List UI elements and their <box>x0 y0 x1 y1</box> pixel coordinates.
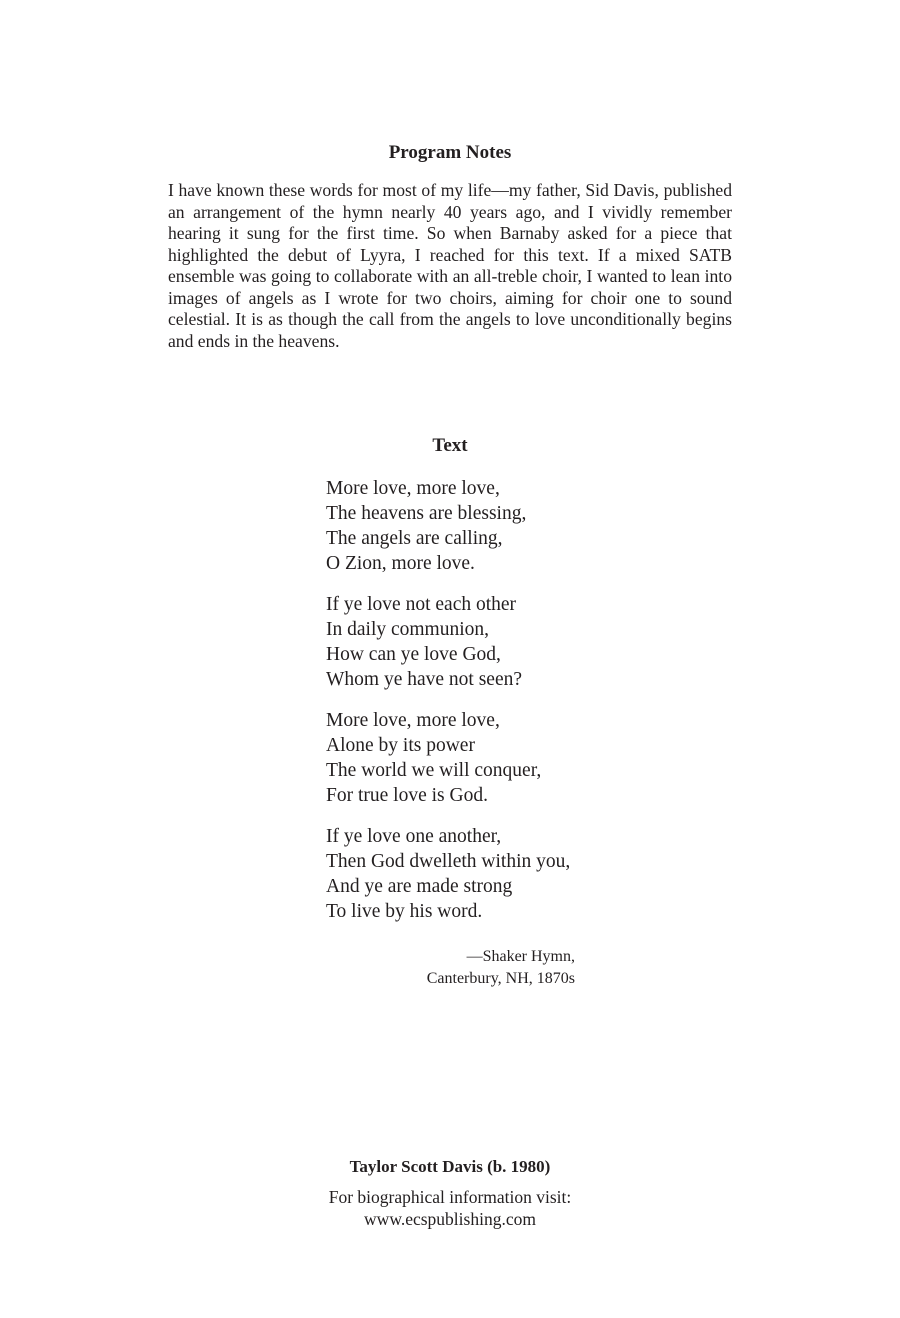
stanza <box>326 824 626 924</box>
verse-line: Alone by its power <box>326 735 475 756</box>
verse-line: If ye love one another, <box>326 826 502 847</box>
verse-line: More love, more love, <box>326 710 500 731</box>
verse-line: O Zion, more love. <box>326 553 475 574</box>
verse-line: And ye are made strong <box>326 876 513 897</box>
verse-line: The angels are calling, <box>326 528 503 549</box>
program-notes-heading: Program Notes <box>388 142 512 163</box>
verse-line: If ye love not each other <box>326 594 517 615</box>
verse-line: The world we will conquer, <box>326 760 542 781</box>
hymn-verses <box>326 476 626 940</box>
verse-line: More love, more love, <box>326 478 500 499</box>
verse-line: Then God dwelleth within you, <box>326 851 571 872</box>
program-notes-body: I have known these words for most of my life—my father, Sid Davis, published an arrangement of the hymn nearly 40 years ago, and I vividly remember hearing it sung for the first time. So when Barnaby asked for a piece that highlighted the debut of Lyyra, I reached for this text. If a mixed SATB ensemble was going to collaborate with an all-treble choir, I wanted to lean into images of angels as I wrote for two choirs, aiming for choir one to sound celestial. It is as though the call from the angels to love unconditionally begins and ends in the heavens. <box>168 180 732 351</box>
bio-line: For biographical information visit: <box>328 1187 572 1207</box>
verse-line: For true love is God. <box>326 785 488 806</box>
verse-line: Whom ye have not seen? <box>326 669 523 690</box>
verse-line: How can ye love God, <box>326 644 501 665</box>
verse-line: In daily communion, <box>326 619 490 640</box>
attribution-source: —Shaker Hymn, <box>466 948 575 965</box>
attribution-place-date: Canterbury, NH, 1870s <box>426 970 575 987</box>
text-heading: Text <box>432 435 468 456</box>
composer-name: Taylor Scott Davis (b. 1980) <box>349 1157 551 1176</box>
stanza <box>326 476 626 576</box>
composer-bio <box>0 1186 900 1230</box>
publisher-url: www.ecspublishing.com <box>364 1209 536 1229</box>
verse-line: The heavens are blessing, <box>326 503 527 524</box>
stanza <box>326 708 626 808</box>
stanza <box>326 592 626 692</box>
verse-line: To live by his word. <box>326 901 483 922</box>
hymn-attribution <box>300 946 575 990</box>
